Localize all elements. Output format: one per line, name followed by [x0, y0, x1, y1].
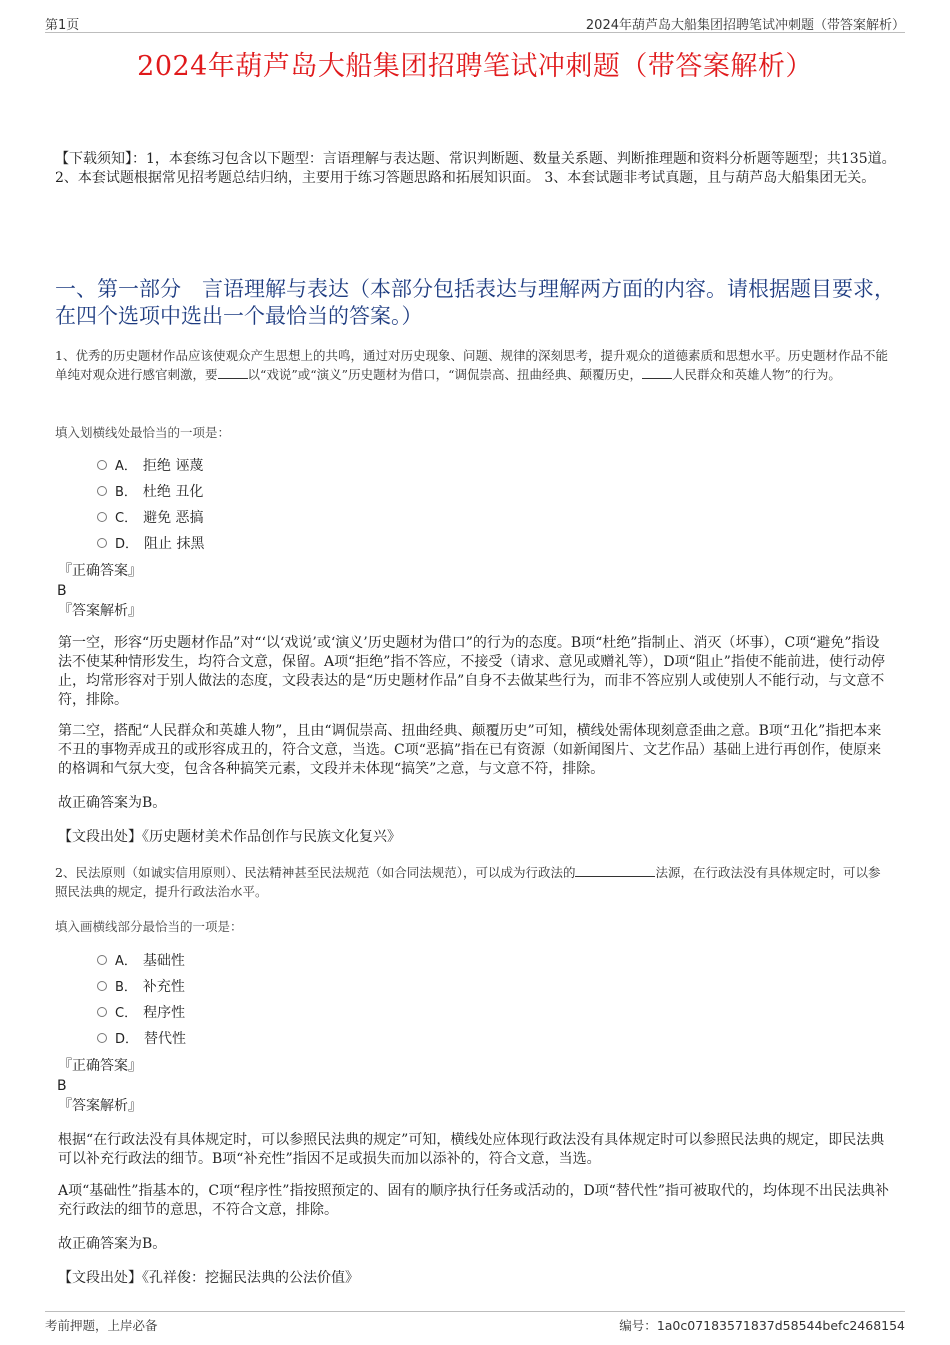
header-doc-title: 2024年葫芦岛大船集团招聘笔试冲刺题（带答案解析） [585, 18, 905, 33]
analysis-label: 『答案解析』 [58, 603, 142, 619]
question-1-options [97, 453, 204, 557]
correct-answer: B [57, 583, 67, 599]
page-number: 第1页 [45, 18, 80, 33]
analysis-conclusion: 故正确答案为B。 [58, 795, 167, 811]
question-1-prompt: 填入划横线处最恰当的一项是： [55, 425, 231, 440]
footer-serial: 编号：1a0c07183571837d58544befc2468154 [619, 1318, 905, 1333]
radio-icon[interactable] [97, 981, 107, 991]
radio-icon[interactable] [97, 1007, 107, 1017]
question-2-options [97, 948, 186, 1052]
answer-label: 『正确答案』 [58, 563, 142, 579]
radio-icon[interactable] [97, 512, 107, 522]
analysis-paragraph: 根据“在行政法没有具体规定时，可以参照民法典的规定”可知，横线处应体现行政法没有具体规定时可以参照民法典的规定，即民法典可以补充行政法的细节。B项“补充性”指因不足或损失而加以添补的，符合文意，当选。 [58, 1132, 885, 1167]
question-1-text: 1、优秀的历史题材作品应该使观众产生思想上的共鸣，通过对历史现象、问题、规律的深刻思考，提升观众的道德素质和思想水平。历史题材作品不能单纯对观众进行感官刺激，要 以“戏说”或“演义”历史题材为借口，“调侃崇高、扭曲经典、颠覆历史， 人民群众和英雄人物”的行为。 [55, 348, 888, 382]
question-2-prompt: 填入画横线部分最恰当的一项是： [55, 919, 243, 934]
document-title: 2024年葫芦岛大船集团招聘笔试冲刺题（带答案解析） [137, 51, 813, 82]
page-header [45, 12, 905, 33]
answer-label: 『正确答案』 [58, 1058, 142, 1074]
radio-icon[interactable] [97, 538, 107, 548]
blank-2 [642, 366, 672, 379]
analysis-paragraph: 第一空，形容“历史题材作品”对“‘以‘戏说’或‘演义’历史题材为借口”的行为的态度。B项“杜绝”指制止、消灭（坏事），C项“避免”指设法不使某种情形发生，均符合文意，保留。A项“拒绝”指不答应，不接受（请求、意见或赠礼等），D项“阻止”指使不能前进，使行动停止，均常形容对于别人做法的态度，文段表达的是“历史题材作品”自身不去做某些行为，而非不答应别人或使别人不能行动，与文意不符，排除。 [58, 635, 885, 708]
source-citation: 【文段出处】《孔祥俊：挖掘民法典的公法价值》 [58, 1270, 359, 1286]
radio-icon[interactable] [97, 955, 107, 965]
analysis-conclusion: 故正确答案为B。 [58, 1236, 167, 1252]
option-c[interactable]: C． 程序性 [97, 1000, 186, 1026]
radio-icon[interactable] [97, 486, 107, 496]
option-b[interactable]: B． 补充性 [97, 974, 186, 1000]
option-d[interactable]: D． 替代性 [97, 1026, 186, 1052]
blank-1 [218, 366, 248, 379]
source-citation: 【文段出处】《历史题材美术作品创作与民族文化复兴》 [58, 829, 401, 845]
analysis-paragraph: A项“基础性”指基本的，C项“程序性”指按照预定的、固有的顺序执行任务或活动的，D项“替代性”指可被取代的，均体现不出民法典补充行政法的细节的意思，不符合文意，排除。 [58, 1183, 889, 1218]
option-c[interactable]: C． 避免 恶搞 [97, 505, 204, 531]
option-a[interactable]: A． 拒绝 诬蔑 [97, 453, 204, 479]
correct-answer: B [57, 1078, 67, 1094]
option-b[interactable]: B． 杜绝 丑化 [97, 479, 204, 505]
analysis-paragraph: 第二空，搭配“人民群众和英雄人物”，且由“调侃崇高、扭曲经典、颠覆历史”可知，横线处需体现刻意歪曲之意。B项“丑化”指把本来不丑的事物弄成丑的或形容成丑的，符合文意，当选。C项“恶搞”指在已有资源（如新闻图片、文艺作品）基础上进行再创作，使原来的格调和气氛大变，包含各种搞笑元素，文段并未体现“搞笑”之意，与文意不符，排除。 [58, 723, 882, 777]
analysis-label: 『答案解析』 [58, 1098, 142, 1114]
radio-icon[interactable] [97, 460, 107, 470]
download-notice: 【下载须知】：1，本套练习包含以下题型：言语理解与表达题、常识判断题、数量关系题、判断推理题和资料分析题等题型；共135道。 2、本套试题根据常见招考题总结归纳，主要用于练习答题思路和拓展知识面。 3、本套试题非考试真题，且与葫芦岛大船集团无关。 [55, 151, 896, 186]
option-d[interactable]: D． 阻止 抹黑 [97, 531, 204, 557]
question-2-text: 2、民法原则（如诚实信用原则）、民法精神甚至民法规范（如合同法规范），可以成为行政法的 法源，在行政法没有具体规定时，可以参照民法典的规定，提升行政法治水平。 [55, 865, 881, 899]
blank-1 [575, 864, 655, 877]
radio-icon[interactable] [97, 1033, 107, 1043]
footer-slogan: 考前押题，上岸必备 [45, 1318, 158, 1333]
option-a[interactable]: A． 基础性 [97, 948, 186, 974]
section-title: 一、第一部分 言语理解与表达（本部分包括表达与理解两方面的内容。请根据题目要求，在四个选项中选出一个最恰当的答案。） [55, 277, 895, 328]
page-footer [45, 1311, 905, 1333]
